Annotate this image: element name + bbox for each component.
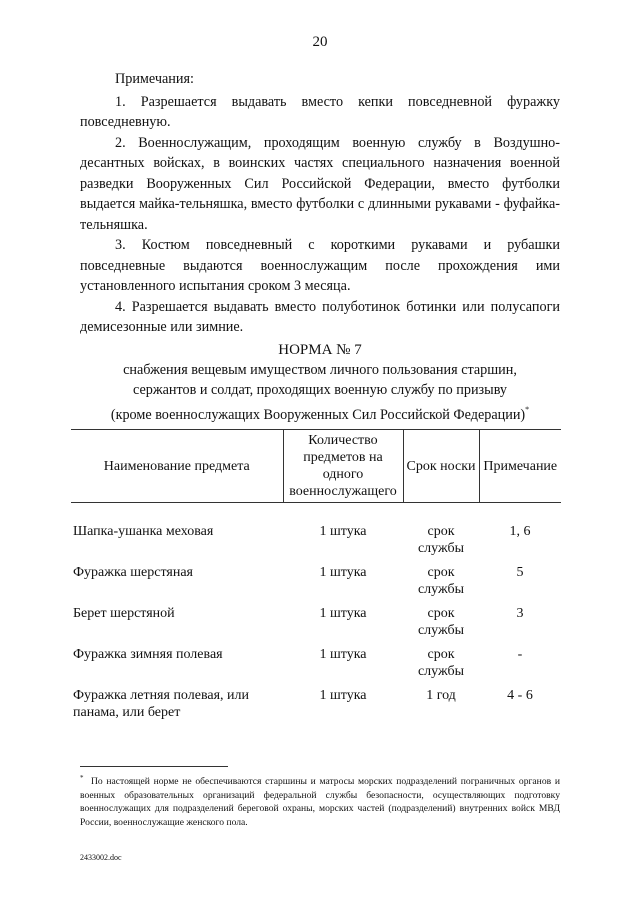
cell-qty: 1 штука [319,647,367,662]
cell-qty: 1 штука [319,688,367,703]
cell-term: 1 год [426,688,456,703]
header-note: Примечание [479,430,561,503]
cell-term: срок службы [417,524,465,556]
notes-section [80,69,560,338]
header-qty: Количество предметов на одного военнослужащего [283,430,403,503]
notes-heading: Примечания: [115,71,194,87]
norm-subtitle-line-3-text: (кроме военнослужащих Вооруженных Сил Российской Федерации) [110,407,526,423]
cell-name: Фуражка зимняя полевая [73,647,223,662]
header-term: Срок носки [403,430,479,503]
note-item-4: 4. Разрешается выдавать вместо полуботинок ботинки или полусапоги демисезонные или зимние. [80,298,560,335]
footnote-text: По настоящей норме не обеспечиваются старшины и матросы морских подразделений пограничных органов и военных образовательных организаций федеральной службы безопасности, осуществляющих подготовку военнослужащих для подразделений береговой охраны, морских частей (подразделений) внутренних войск МВД России, военнослужащие женского пола. [80,776,560,828]
cell-note: - [517,647,523,662]
footnote [80,772,560,830]
cell-term: срок службы [417,565,465,597]
note-item-1: 1. Разрешается выдавать вместо кепки повседневной фуражку повседневную. [80,93,560,130]
cell-name: Шапка-ушанка меховая [73,524,214,539]
norm-subtitle-line-2: сержантов и солдат, проходящих военную службу по призыву [132,381,508,398]
cell-qty: 1 штука [319,565,367,580]
table-row [71,564,561,605]
note-item-3: 3. Костюм повседневный с короткими рукавами и рубашки повседневные выдаются военнослужащим после прохождения ими установленного испытания сроком 3 месяца. [80,237,560,294]
footnote-mark: * [80,774,84,782]
cell-name: Фуражка шерстяная [73,565,193,580]
cell-note: 4 - 6 [507,688,533,703]
cell-note: 3 [516,606,524,621]
cell-note: 5 [516,565,524,580]
cell-term: срок службы [417,647,465,679]
footnote-marker: * [525,405,530,414]
cell-note: 1, 6 [509,524,531,539]
norm-subtitle-line-3 [80,400,560,426]
table-row [71,687,561,728]
cell-name: Берет шерстяной [73,606,175,621]
note-item-2: 2. Военнослужащим, проходящим военную службу в Воздушно-десантных войсках, в воинских частях специального назначения военной разведки Вооруженных Сил Российской Федерации, вместо футболки выдается майка-тельняшка, вместо футболки с длинными рукавами - фуфайка-тельняшка. [80,134,560,233]
table-row [71,646,561,687]
table-row [71,605,561,646]
cell-name: Фуражка летняя полевая, или панама, или берет [73,688,249,720]
document-filename: 2433002.doc [80,853,122,862]
cell-qty: 1 штука [319,524,367,539]
page-number: 20 [312,34,328,50]
norm-table [71,429,561,728]
norm-title: НОРМА № 7 [278,342,362,358]
norm-subtitle [80,361,560,426]
header-name: Наименование предмета [71,430,283,503]
cell-term: срок службы [417,606,465,638]
table-header-row [71,430,561,503]
table-row [71,503,561,565]
cell-qty: 1 штука [319,606,367,621]
norm-subtitle-line-1: снабжения вещевым имуществом личного пользования старшин, [123,362,517,378]
footnote-divider [80,766,228,767]
